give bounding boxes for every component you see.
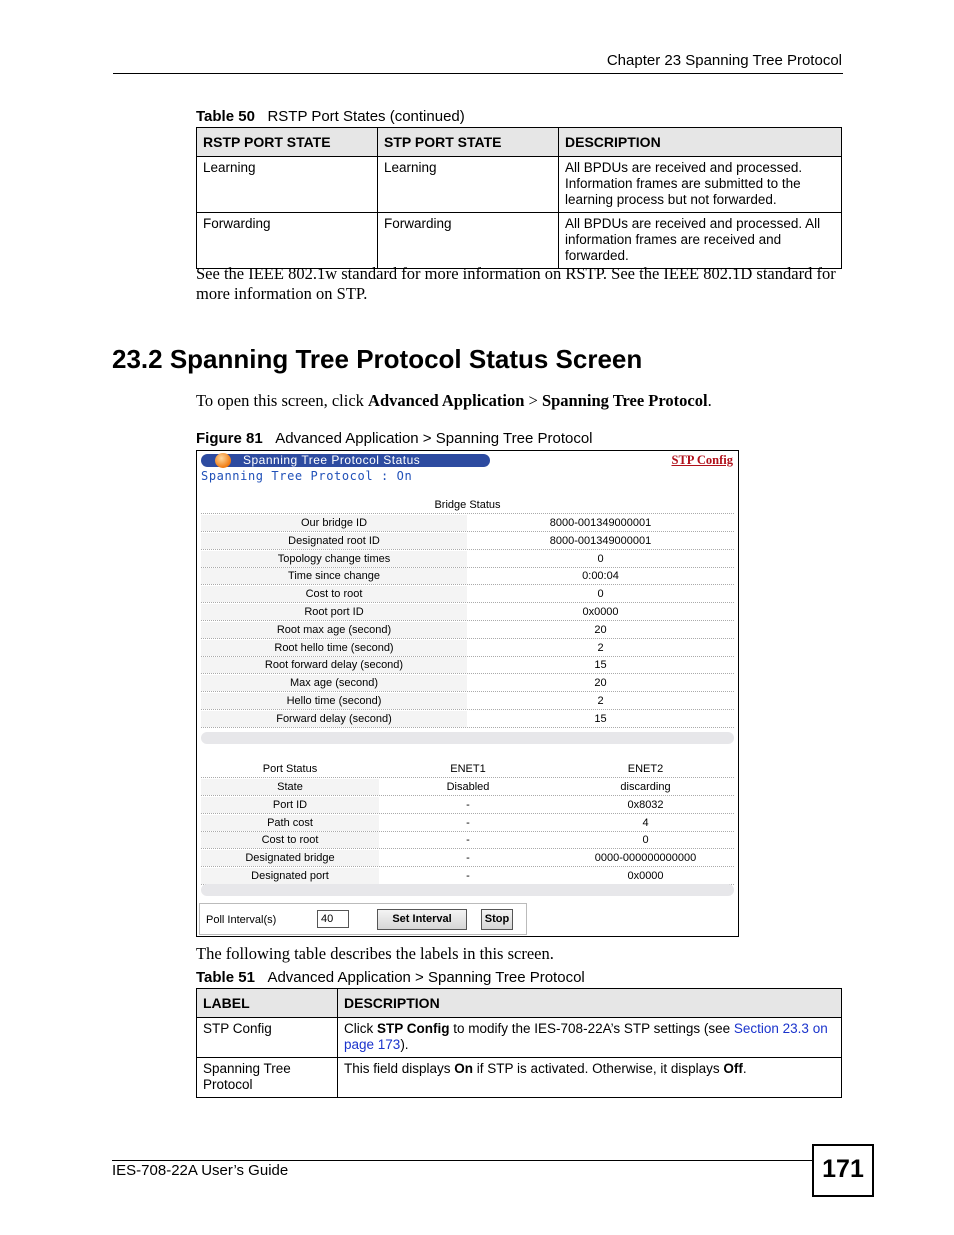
text: ).	[400, 1037, 409, 1052]
guide-name: IES-708-22A User’s Guide	[112, 1162, 289, 1179]
bridge-field-label: Cost to root	[201, 586, 467, 602]
bridge-field-label: Forward delay (second)	[201, 711, 467, 727]
port-status-header-row	[201, 760, 734, 778]
port-field-label: Path cost	[201, 815, 379, 831]
table50-cell: All BPDUs are received and processed. All information frames are received and forwarded.	[559, 213, 842, 269]
table-row	[201, 656, 734, 674]
bridge-field-value: 8000-001349000001	[549, 517, 652, 529]
bridge-field-value: 0x0000	[582, 606, 619, 618]
table-row	[201, 532, 734, 550]
table-row	[201, 710, 734, 728]
port-enet1-value: -	[466, 834, 470, 847]
table50-caption-number: Table 50	[196, 108, 255, 125]
figure-caption-text: Advanced Application > Spanning Tree Protocol	[275, 430, 593, 447]
poll-interval-panel	[199, 903, 527, 935]
table-row	[197, 157, 842, 213]
bridge-field-label: Root hello time (second)	[201, 640, 467, 656]
port-field-label: Cost to root	[201, 832, 379, 848]
chapter-header: Chapter 23 Spanning Tree Protocol	[606, 52, 842, 69]
port-status-header: ENET2	[627, 763, 664, 775]
port-enet2-value: 0x8032	[627, 798, 664, 811]
bridge-status-header: Bridge Status	[434, 499, 501, 511]
bridge-field-value: 0:00:04	[582, 570, 619, 583]
table50-caption	[196, 108, 465, 125]
port-status-header: Port Status	[262, 763, 318, 775]
bridge-status-header-row	[201, 496, 734, 514]
table-row	[201, 567, 734, 585]
table-row	[201, 603, 734, 621]
port-enet2-value: discarding	[620, 781, 671, 793]
stp-state: Spanning Tree Protocol : On	[201, 469, 413, 483]
text: if STP is activated. Otherwise, it displays	[473, 1061, 724, 1076]
bridge-field-label: Hello time (second)	[201, 693, 467, 709]
text-bold: On	[454, 1061, 474, 1076]
page-number: 171	[812, 1144, 874, 1197]
bridge-field-label: Root max age (second)	[201, 622, 467, 638]
table-row	[201, 831, 734, 849]
poll-interval-input[interactable]: 40	[317, 910, 349, 928]
table-row	[201, 692, 734, 710]
port-enet1-value: -	[466, 870, 470, 882]
separator-bar	[201, 884, 734, 896]
table-row	[201, 621, 734, 639]
text-bold: Off	[723, 1061, 743, 1076]
text: To open this screen, click	[196, 391, 369, 410]
bridge-field-value: 20	[594, 677, 607, 690]
header-rule	[113, 73, 843, 74]
bridge-field-label: Topology change times	[201, 551, 467, 567]
table51-cell: Spanning Tree Protocol	[197, 1058, 338, 1098]
menu-path-bold: Spanning Tree Protocol	[541, 391, 708, 410]
figure-screenshot	[196, 450, 739, 937]
table-row	[201, 514, 734, 532]
table-row	[197, 1018, 842, 1058]
port-enet2-value: 4	[642, 816, 649, 829]
menu-path-bold: Advanced Application	[368, 391, 525, 410]
table-row	[197, 1058, 842, 1098]
table51-caption	[196, 969, 585, 986]
bridge-field-label: Our bridge ID	[201, 515, 467, 531]
bridge-field-value: 0	[597, 552, 604, 565]
port-field-label: Designated port	[201, 868, 379, 884]
table50-header: STP PORT STATE	[378, 128, 559, 157]
section-title: 23.2 Spanning Tree Protocol Status Screen	[112, 344, 643, 374]
table50-header: RSTP PORT STATE	[197, 128, 378, 157]
port-enet1-value: -	[466, 852, 470, 865]
status-title-bar	[201, 454, 490, 467]
set-interval-button[interactable]: Set Interval	[377, 909, 467, 930]
text: to modify the IES-708-22A’s STP settings (see	[449, 1021, 734, 1036]
table-row	[197, 213, 842, 269]
bridge-field-value: 2	[597, 641, 604, 654]
table-row	[201, 550, 734, 568]
bridge-field-label: Max age (second)	[201, 675, 467, 691]
text: This field displays	[344, 1061, 455, 1076]
paragraph: The following table describes the labels in this screen.	[196, 944, 554, 963]
table50-caption-text: RSTP Port States (continued)	[267, 108, 465, 125]
table50-cell: Learning	[378, 157, 559, 213]
text: >	[524, 391, 542, 410]
table-row	[201, 796, 734, 814]
table51-header: DESCRIPTION	[338, 989, 842, 1018]
table50-cell: Forwarding	[197, 213, 378, 269]
table51-caption-text: Advanced Application > Spanning Tree Protocol	[267, 969, 585, 986]
port-field-label: Designated bridge	[201, 850, 379, 866]
port-enet2-value: 0x0000	[627, 870, 664, 882]
port-field-label: State	[201, 779, 379, 795]
bridge-field-value: 15	[594, 712, 607, 725]
paragraph-open-screen	[196, 391, 712, 411]
table50	[196, 127, 842, 269]
figure-caption	[196, 430, 593, 447]
bridge-field-value: 15	[594, 659, 607, 672]
text: Click	[344, 1021, 377, 1036]
table51-cell: STP Config	[197, 1018, 338, 1058]
bridge-field-label: Time since change	[201, 568, 467, 584]
port-enet1-value: -	[466, 816, 470, 829]
table51-cell	[338, 1058, 842, 1098]
bridge-field-label: Root port ID	[201, 604, 467, 620]
table51-header: LABEL	[197, 989, 338, 1018]
orb-icon	[215, 453, 231, 468]
table-row	[201, 814, 734, 832]
table50-cell: All BPDUs are received and processed. Information frames are submitted to the learning process but not forwarded.	[559, 157, 842, 213]
separator-bar	[201, 732, 734, 744]
port-enet1-value: Disabled	[446, 781, 490, 793]
text-bold: STP Config	[377, 1021, 450, 1036]
bridge-field-label: Root forward delay (second)	[201, 657, 467, 673]
port-enet2-value: 0	[642, 834, 649, 847]
table-row	[201, 778, 734, 796]
table50-cell: Learning	[197, 157, 378, 213]
table-row	[201, 585, 734, 603]
status-title: Spanning Tree Protocol Status	[243, 453, 421, 467]
table-row	[201, 867, 734, 885]
table51-cell	[338, 1018, 842, 1058]
figure-caption-number: Figure 81	[196, 430, 263, 447]
port-status-header: ENET1	[450, 763, 486, 775]
table-row	[201, 849, 734, 867]
footer-rule	[112, 1160, 812, 1161]
bridge-field-value: 8000-001349000001	[549, 534, 652, 547]
table-row	[201, 639, 734, 657]
table50-header: DESCRIPTION	[559, 128, 842, 157]
bridge-field-value: 2	[597, 695, 604, 707]
bridge-field-value: 20	[594, 623, 607, 636]
bridge-field-value: 0	[597, 588, 604, 601]
table51	[196, 988, 842, 1098]
poll-interval-label: Poll Interval(s)	[206, 914, 277, 926]
text: .	[707, 391, 712, 410]
port-field-label: Port ID	[201, 797, 379, 813]
port-enet1-value: -	[466, 798, 470, 811]
bridge-field-label: Designated root ID	[201, 533, 467, 549]
stop-button[interactable]: Stop	[481, 909, 513, 930]
text: .	[742, 1061, 747, 1076]
paragraph: See the IEEE 802.1w standard for more information on RSTP. See the IEEE 802.1D standard for more information on STP.	[196, 264, 836, 303]
stp-config-link[interactable]: STP Config	[671, 453, 733, 467]
section-link[interactable]: Section 23.3 on page 173	[344, 1021, 828, 1052]
table50-cell: Forwarding	[378, 213, 559, 269]
port-enet2-value: 0000-000000000000	[594, 852, 697, 865]
table51-caption-number: Table 51	[196, 969, 255, 986]
table-row	[201, 674, 734, 692]
